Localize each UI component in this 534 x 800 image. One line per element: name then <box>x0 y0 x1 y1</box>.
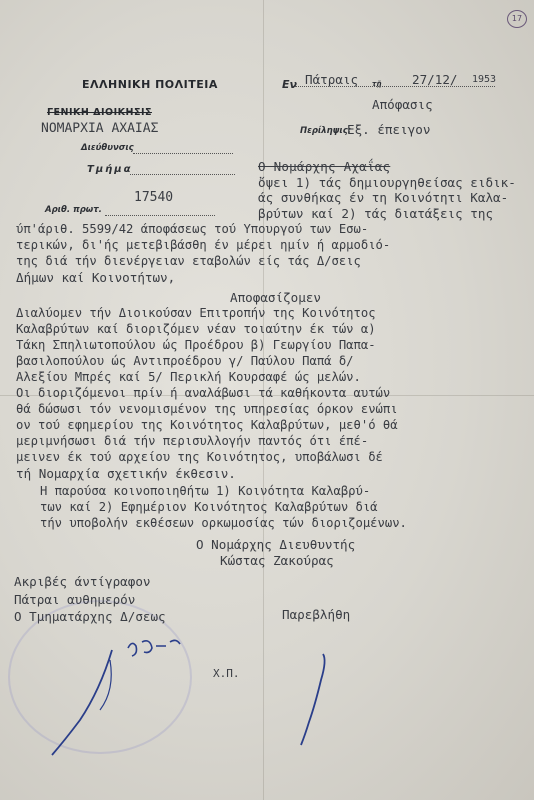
doc-type: Απόφασις <box>372 97 433 112</box>
body-line-15: Οι διοριζόμενοι πρίν ή αναλάβωσι τά καθήκοντα αυτών <box>16 386 391 400</box>
summary-value: Εξ. έπειγον <box>347 122 431 137</box>
body-line-13: βασιλοπούλου ώς Αντιπροέδρου γ/ Παύλου Παπά δ/ <box>16 354 354 368</box>
body-line-16: θά δώσωσι τόν νενομισμένον της υπηρεσίας όρκον ενώπι <box>16 402 398 416</box>
direction-line <box>133 153 233 154</box>
summary-label: Περίληψις: <box>300 126 352 136</box>
collated-note: Παρεβλήθη <box>282 607 351 622</box>
admin-header: ΓΕΝΙΚΗ ΔΙΟΙΚΗΣΙΣ <box>47 107 152 118</box>
body-line-10: Διαλύομεν τήν Διοικούσαν Επιτροπήν της Κοινότητος <box>16 306 376 320</box>
body-line-6: τερικών, δι'ής μετεβιβάσθη έν μέρει ημίν ή αρμοδιό- <box>16 238 391 252</box>
date: 27/12/ <box>412 72 458 87</box>
country-header: ΕΛΛΗΝΙΚΗ ΠΟΛΙΤΕΙΑ <box>82 78 218 91</box>
handwritten-signature-left <box>40 620 210 770</box>
body-line-22: των καί 2) Εφημέριον Κοινότητος Καλαβρύτων διά <box>40 500 378 514</box>
direction-label: Διεύθυνσις <box>81 143 134 153</box>
body-line-18: μεριμνήσωσι διά τήν περισυλλογήν παντός ότι έπέ- <box>16 434 369 448</box>
decision-heading: Αποφασίζομεν <box>230 290 321 305</box>
certified-place: Πάτραι αυθημερόν <box>14 592 136 607</box>
body-line-3: άς συνθήκας έν τη Κοινότητι Καλα- <box>258 190 509 205</box>
place: Πάτραις <box>305 72 359 87</box>
page-number: 17 <box>507 10 527 28</box>
body-line-2: ὄψει 1) τάς δημιουργηθείσας ειδικ- <box>258 175 516 190</box>
body-line-5: ύπ'άριθ. 5599/42 άποφάσεως τού Υπουργού των Εσω- <box>16 222 369 236</box>
body-line-17: ον τού εφημερίου της Κοινότητος Καλαβρύτων, μεθ'ό θά <box>16 418 398 432</box>
body-line-4: βρύτων καί 2) τάς διατάξεις της <box>258 206 494 221</box>
certified-copy: Ακριβές άντίγραφον <box>14 574 151 589</box>
body-line-12: Τάκη Σπηλιωτοπούλου ώς Προέδρου β) Γεωργίου Παπα- <box>16 338 376 352</box>
section-line <box>130 174 235 175</box>
protocol-label: Αριθ. πρωτ. <box>45 205 102 215</box>
body-line-21: Η παρούσα κοινοποιηθήτω 1) Κοινότητα Καλαβρύ- <box>40 484 371 498</box>
body-line-8: Δήμων καί Κοινοτήτων, <box>16 270 176 285</box>
date-line <box>295 86 495 87</box>
signatory-name: Κώστας Ζακούρας <box>220 553 334 568</box>
body-line-23: τήν υποβολήν εκθέσεων ορκωμοσίας τών διοριζομένων. <box>40 516 407 530</box>
signatory-title: Ο Νομάρχης Διευθυντής <box>196 537 356 552</box>
body-line-11: Καλαβρύτων καί διοριζόμεν νέαν τοιαύτην έκ τών α) <box>16 322 376 336</box>
place-prefix: Εν <box>282 78 298 91</box>
certified-official: Ο Τμηματάρχης Δ/σεως <box>14 609 166 624</box>
body-line-14: Αλεξίου Μπρές καί 5/ Περικλή Κουρσαφέ ώς μελών. <box>16 370 361 384</box>
body-line-7: της διά τήν διενέργειαν εταβολών είς τάς Δ/σεις <box>16 254 361 268</box>
body-line-19: μεινεν έκ τού αρχείου της Κοινότητος, υποβάλωσι δέ <box>16 450 383 464</box>
date-prefix: τῇ <box>372 80 382 88</box>
body-line-1: Ο Νομάρχης Αχαΐας <box>258 159 391 174</box>
protocol-number: 17540 <box>134 190 174 205</box>
nomarchy-header: ΝΟΜΑΡΧΙΑ ΑΧΑΙΑΣ <box>41 121 159 136</box>
body-line-20: τή Νομαρχία σχετικήν έκθεσιν. <box>16 466 236 481</box>
initials: Χ.Π. <box>213 667 240 680</box>
handwritten-mark-right <box>295 650 335 750</box>
protocol-line <box>105 215 215 216</box>
section-label: Τμήμα <box>87 164 133 175</box>
year: 1953 <box>472 74 497 85</box>
